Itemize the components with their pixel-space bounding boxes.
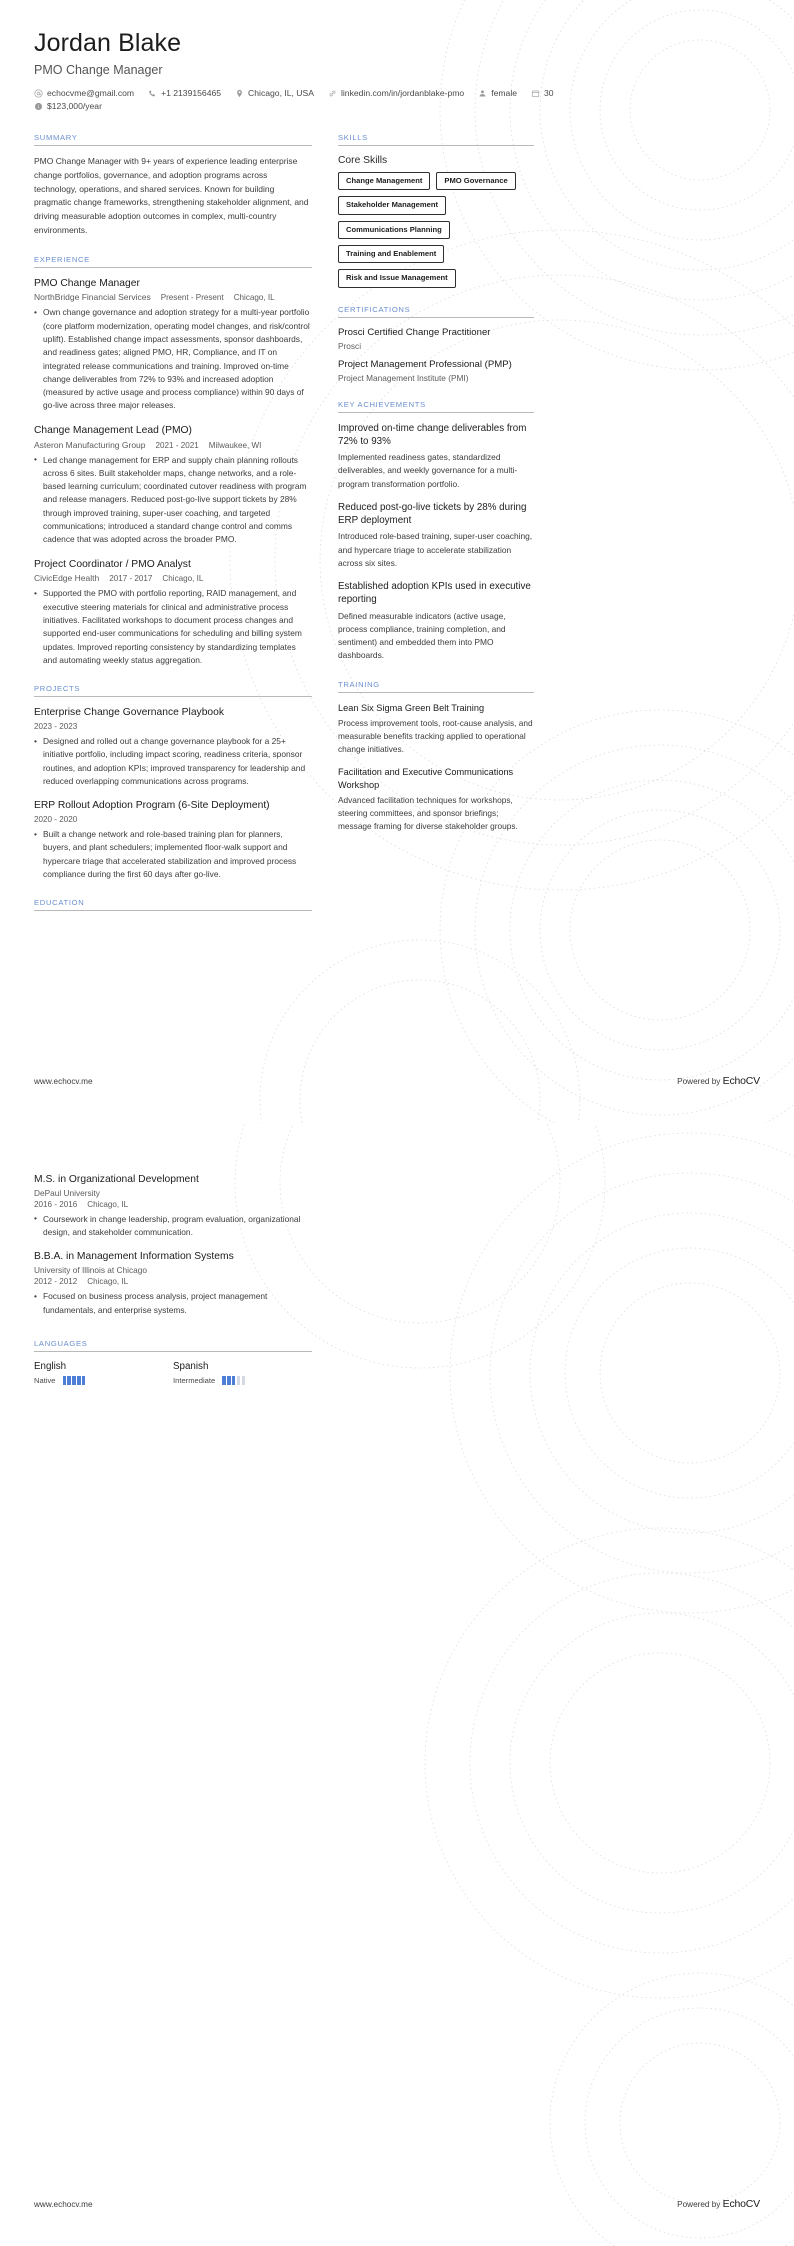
level-bar — [227, 1376, 230, 1385]
training-description: Advanced facilitation techniques for workshops, steering committees, and sponsor briefings; message framing for diverse stakeholder groups. — [338, 795, 518, 832]
email-icon — [34, 89, 43, 98]
entry-title: M.S. in Organizational Development — [34, 1174, 199, 1185]
entry-meta — [34, 292, 312, 302]
entry-location: Chicago, IL — [87, 1199, 129, 1209]
contact-salary — [34, 101, 102, 111]
entry-meta — [34, 440, 312, 450]
certification-item — [338, 359, 534, 383]
contact-phone-value: +1 2139156465 — [161, 88, 222, 98]
training-description: Process improvement tools, root-cause analysis, and measurable benefits tracking applied to operational change initiatives. — [338, 718, 533, 755]
language-proficiency — [34, 1376, 173, 1385]
entry-meta — [34, 722, 312, 731]
bullet-item: • Focused on business process analysis, project management fundamentals, and enterprise systems. — [34, 1290, 312, 1317]
entry-bullets — [34, 735, 312, 788]
footer-powered-by — [677, 2198, 760, 2210]
entry-org: NorthBridge Financial Services — [34, 292, 151, 303]
section-certifications — [338, 305, 534, 383]
entry-dates: 2016 - 2016 — [34, 1199, 78, 1209]
language-level: Intermediate — [173, 1375, 216, 1385]
two-column-body — [34, 133, 760, 928]
footer-powered-prefix: Powered by — [677, 2200, 723, 2209]
entry-dates: 2020 - 2020 — [34, 815, 78, 825]
experience-entry — [34, 424, 312, 547]
contact-linkedin[interactable] — [328, 88, 464, 98]
entry-title: PMO Change Manager — [34, 277, 140, 289]
entry-title: Enterprise Change Governance Playbook — [34, 707, 225, 719]
achievement-item — [338, 422, 534, 491]
section-divider — [338, 692, 534, 693]
section-training — [338, 680, 534, 834]
entry-bullets — [34, 1213, 312, 1240]
skill-chip[interactable]: Training and Enablement — [338, 245, 444, 263]
entry-title: B.B.A. in Management Information Systems — [34, 1251, 234, 1263]
section-key-achievements — [338, 400, 534, 663]
section-education-header-page1 — [34, 898, 312, 911]
language-proficiency — [173, 1376, 312, 1385]
experience-entry — [34, 277, 312, 413]
project-entry — [34, 706, 312, 788]
job-headline: PMO Change Manager — [34, 63, 163, 77]
experience-entry — [34, 558, 312, 668]
footer-brand: EchoCV — [722, 2198, 760, 2210]
section-divider — [34, 910, 312, 911]
location-pin-icon — [235, 89, 244, 98]
page-title: Jordan Blake — [34, 29, 182, 57]
footer-site-url[interactable]: www.echocv.me — [34, 1077, 93, 1086]
footer-powered-prefix: Powered by — [677, 1077, 723, 1086]
achievement-title: Established adoption KPIs used in executive reporting — [338, 581, 531, 606]
section-projects — [34, 684, 312, 881]
section-divider — [338, 317, 534, 318]
section-title-projects: PROJECTS — [34, 684, 81, 694]
contact-email[interactable] — [34, 88, 134, 98]
entry-meta — [34, 815, 312, 824]
achievement-item — [338, 501, 534, 570]
entry-location: Chicago, IL — [162, 574, 204, 584]
section-divider — [34, 696, 312, 697]
footer-powered-by — [677, 1075, 760, 1087]
level-bar — [237, 1376, 240, 1385]
svg-text:i: i — [37, 103, 40, 110]
entry-org: Asteron Manufacturing Group — [34, 439, 146, 450]
bullet-item: • Designed and rolled out a change governance playbook for a 25+ initiative portfolio, including impact scoring, readiness criteria, sponsor routines, and adoption KPIs; improved transparency for leadership and reduced overlapping communications across programs. — [34, 735, 312, 788]
page-footer — [34, 2198, 760, 2210]
training-title: Lean Six Sigma Green Belt Training — [338, 702, 485, 713]
section-title-education: EDUCATION — [34, 898, 85, 908]
link-icon — [328, 89, 337, 98]
section-title-achievements: KEY ACHIEVEMENTS — [338, 399, 426, 409]
certification-issuer: Project Management Institute (PMI) — [338, 372, 469, 383]
contact-linkedin-value: linkedin.com/in/jordanblake-pmo — [340, 88, 465, 98]
project-entry — [34, 799, 312, 881]
bullet-item: • Coursework in change leadership, program evaluation, organizational design, and stakeholder communication. — [34, 1213, 312, 1240]
entry-location: Chicago, IL — [87, 1277, 129, 1287]
resume-page-2 — [0, 1123, 794, 2246]
contact-email-value: echocvme@gmail.com — [47, 88, 135, 98]
section-title-languages: LANGUAGES — [34, 1338, 88, 1348]
section-divider — [34, 145, 312, 146]
achievement-title: Improved on-time change deliverables from 72% to 93% — [338, 422, 527, 447]
education-entry — [34, 1173, 312, 1239]
entry-org: University of Illinois at Chicago — [34, 1265, 147, 1276]
left-column — [34, 1173, 312, 1402]
skills-group-label: Core Skills — [338, 155, 388, 166]
contact-age — [531, 88, 554, 98]
achievement-description: Implemented readiness gates, standardized deliverables, and weekly governance for a multi-program transformation portfolio. — [338, 452, 518, 489]
entry-meta — [34, 573, 312, 583]
level-bar — [82, 1376, 85, 1385]
section-divider — [338, 145, 534, 146]
section-experience — [34, 255, 312, 668]
education-entry — [34, 1250, 312, 1316]
entry-bullets — [34, 306, 312, 412]
level-bar — [67, 1376, 70, 1385]
left-column — [34, 133, 312, 928]
entry-bullets — [34, 1290, 312, 1317]
achievement-item — [338, 580, 534, 663]
skill-chip[interactable]: Communications Planning — [338, 221, 450, 239]
section-divider — [34, 1351, 312, 1352]
entry-title: Project Coordinator / PMO Analyst — [34, 558, 191, 570]
language-level-bars — [222, 1376, 245, 1385]
contact-list — [34, 88, 594, 111]
two-column-body — [34, 1173, 760, 1402]
footer-site-url[interactable]: www.echocv.me — [34, 2200, 93, 2209]
bullet-item: • Supported the PMO with portfolio reporting, RAID management, and executive steering materials for clinical and administrative process initiatives. Facilitated workshops to document process changes and supported end-user communications for scheduling and billing system updates. Improved reporting consistency by standardizing templates and automating weekly status aggregation. — [34, 587, 312, 667]
level-bar — [242, 1376, 245, 1385]
entry-title: ERP Rollout Adoption Program (6-Site Deployment) — [34, 800, 270, 812]
entry-org: DePaul University — [34, 1187, 100, 1198]
level-bar — [232, 1376, 235, 1385]
phone-icon — [148, 89, 157, 98]
person-icon — [478, 89, 487, 98]
skill-chip[interactable]: Change Management — [338, 172, 430, 190]
language-name: Spanish — [173, 1360, 209, 1372]
language-level-bars — [63, 1376, 86, 1385]
contact-gender-value: female — [491, 88, 518, 98]
entry-dates: 2012 - 2012 — [34, 1277, 78, 1287]
section-title-summary: SUMMARY — [34, 133, 78, 142]
section-education — [34, 1173, 312, 1317]
calendar-icon — [531, 89, 540, 98]
bullet-item: • Led change management for ERP and supply chain planning rollouts across 6 sites. Built stakeholder maps, change networks, and a role-based learning curriculum; coordinated cutover readiness with program and release managers. Reduced post-go-live support tickets by 28% through improved training, super-user coaching, and targeted communications; introduced a standard change control and comms cadence that was adopted across the broader PMO. — [34, 454, 312, 547]
language-list — [34, 1361, 312, 1385]
footer-brand: EchoCV — [722, 1075, 760, 1087]
entry-dates: Present - Present — [160, 293, 224, 303]
salary-icon — [34, 102, 43, 111]
contact-location — [235, 88, 314, 98]
achievement-title: Reduced post-go-live tickets by 28% during ERP deployment — [338, 501, 527, 527]
skill-chip-list — [338, 172, 534, 288]
contact-age-value: 30 — [544, 88, 554, 98]
entry-meta — [34, 1200, 312, 1209]
certification-name: Prosci Certified Change Practitioner — [338, 326, 491, 338]
summary-text: PMO Change Manager with 9+ years of experience leading enterprise change portfolios, governance, and adoption programs across technology, operations, and shared services. Known for building pragmatic change frameworks, strengthening stakeholder alignment, and driving measurable adoption outcomes in complex, multi-country environments. — [34, 156, 309, 235]
contact-gender — [478, 88, 517, 98]
language-name: English — [34, 1360, 67, 1372]
section-languages — [34, 1339, 312, 1385]
training-title: Facilitation and Executive Communications Workshop — [338, 767, 514, 790]
section-divider — [34, 267, 312, 268]
bullet-item: • Own change governance and adoption strategy for a multi-year portfolio (core platform modernization, operating model changes, and risk/control uplift). Established change impact assessments, sponsor dashboards, and readiness gates; aligned PMO, HR, Compliance, and IT on integrated release communications and training. Improved on-time change deliverables from 72% to 93% and increased adoption (measured by active usage and process compliance) within 90 days of go-live across three major releases. — [34, 306, 312, 412]
section-divider — [338, 412, 534, 413]
certification-item — [338, 327, 534, 351]
section-title-skills: SKILLS — [338, 133, 368, 142]
section-summary — [34, 133, 312, 238]
training-item — [338, 766, 534, 833]
entry-meta — [34, 1277, 312, 1286]
entry-title: Change Management Lead (PMO) — [34, 424, 192, 436]
certification-name: Project Management Professional (PMP) — [338, 358, 512, 370]
contact-phone[interactable] — [148, 88, 221, 98]
level-bar — [222, 1376, 225, 1385]
section-title-training: TRAINING — [338, 679, 380, 689]
training-item — [338, 702, 534, 757]
resume-header — [34, 28, 760, 111]
contact-location-value: Chicago, IL, USA — [248, 88, 314, 98]
achievement-description: Defined measurable indicators (active usage, process compliance, training completion, and sentiment) and embedded them into PMO dashboards. — [338, 610, 506, 661]
entry-dates: 2023 - 2023 — [34, 722, 78, 732]
level-bar — [77, 1376, 80, 1385]
language-level: Native — [34, 1375, 56, 1385]
level-bar — [63, 1376, 66, 1385]
section-title-experience: EXPERIENCE — [34, 254, 90, 264]
skill-chip[interactable]: PMO Governance — [436, 172, 515, 190]
contact-salary-value: $123,000/year — [47, 101, 102, 111]
right-column — [338, 133, 534, 851]
entry-location: Milwaukee, WI — [208, 440, 262, 450]
entry-bullets — [34, 454, 312, 547]
language-item — [173, 1361, 312, 1385]
entry-dates: 2021 - 2021 — [155, 440, 199, 450]
skill-chip[interactable]: Risk and Issue Management — [338, 269, 456, 287]
section-title-certifications: CERTIFICATIONS — [338, 304, 411, 314]
entry-bullets — [34, 587, 312, 667]
section-skills — [338, 133, 534, 288]
entry-org: CivicEdge Health — [34, 573, 100, 584]
skill-chip[interactable]: Stakeholder Management — [338, 196, 446, 214]
bullet-item: • Built a change network and role-based training plan for planners, buyers, and plant schedulers; implemented floor-walk support and hypercare triage that accelerated stabilization and improved process compliance during the first 60 days after go-live. — [34, 828, 312, 881]
level-bar — [72, 1376, 75, 1385]
achievement-description: Introduced role-based training, super-user coaching, and hypercare triage to accelerate stabilization across six sites. — [338, 531, 533, 568]
entry-location: Chicago, IL — [233, 293, 275, 303]
entry-bullets — [34, 828, 312, 881]
entry-dates: 2017 - 2017 — [109, 574, 153, 584]
page-footer — [34, 1075, 760, 1087]
language-item — [34, 1361, 173, 1385]
certification-issuer: Prosci — [338, 340, 362, 351]
